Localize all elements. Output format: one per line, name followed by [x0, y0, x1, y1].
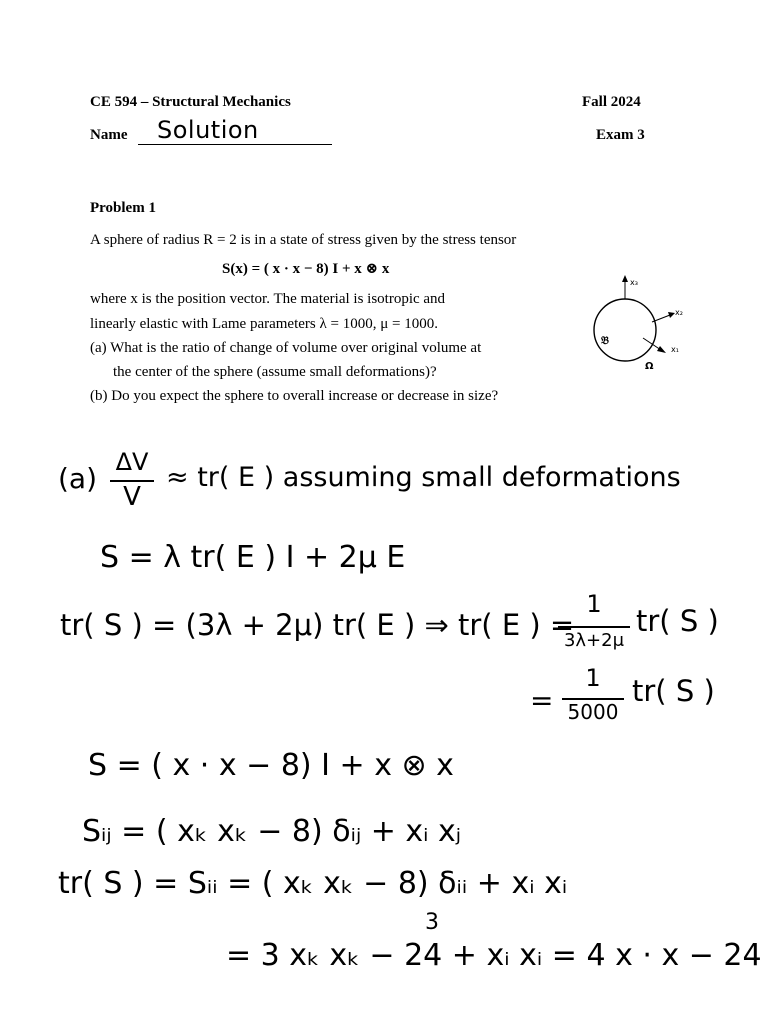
solution-line-4-equals: =: [530, 684, 554, 717]
problem-line-2: where x is the position vector. The material is isotropic and: [90, 291, 446, 307]
solution-line-6: Sᵢⱼ = ( xₖ xₖ − 8) δᵢⱼ + xᵢ xⱼ: [82, 814, 462, 849]
solution-line-2: S = λ tr( E ) I + 2μ E: [100, 540, 406, 575]
sphere-figure: [585, 270, 695, 375]
x1-axis: [643, 338, 661, 350]
solution-line-7-trace-value: 3: [425, 910, 439, 935]
problem-line-1: A sphere of radius R = 2 is in a state of stress given by the stress tensor: [90, 232, 517, 248]
x2-arrowhead: [668, 312, 675, 318]
solution-line-4-right: tr( S ): [632, 674, 715, 708]
stress-equation: S(x) = ( x · x − 8) I + x ⊗ x: [222, 261, 390, 277]
part-a-line-2: the center of the sphere (assume small deformations)?: [113, 364, 437, 380]
solution-line-4-numerator: 1: [585, 664, 601, 692]
solution-part-a-label: (a): [58, 462, 98, 495]
course-title: CE 594 – Structural Mechanics: [90, 94, 291, 110]
solution-line-8: = 3 xₖ xₖ − 24 + xᵢ xᵢ = 4 x · x − 24: [226, 938, 762, 973]
solution-line-3-right: tr( S ): [636, 604, 719, 638]
body-label: 𝔅: [601, 334, 609, 347]
problem-line-3: linearly elastic with Lame parameters λ = 1000, μ = 1000.: [90, 316, 438, 332]
x3-label: x₃: [630, 278, 638, 287]
name-label: Name: [90, 127, 128, 143]
solution-line-4-denominator: 5000: [567, 700, 619, 724]
solution-line-3: tr( S ) = (3λ + 2μ) tr( E ) ⇒ tr( E ) =: [60, 608, 575, 642]
solution-line-1: ≈ tr( E ) assuming small deformations: [166, 462, 681, 493]
name-underline: [138, 144, 332, 145]
solution-line-3-fraction-bar: [558, 626, 630, 628]
sphere-outline: [594, 299, 656, 361]
x1-arrowhead: [657, 346, 666, 353]
boundary-label: Ω: [645, 361, 654, 372]
x2-axis: [652, 315, 670, 322]
problem-title: Problem 1: [90, 200, 156, 216]
solution-line-3-numerator: 1: [586, 590, 602, 618]
part-b-line: (b) Do you expect the sphere to overall increase or decrease in size?: [90, 388, 499, 404]
delta-v-numerator: ΔV: [115, 448, 149, 476]
part-a-line-1: (a) What is the ratio of change of volume over original volume at: [90, 340, 482, 356]
name-value: Solution: [157, 116, 259, 144]
delta-v-denominator: V: [123, 482, 141, 512]
solution-line-7: tr( S ) = Sᵢᵢ = ( xₖ xₖ − 8) δᵢᵢ + xᵢ xᵢ: [58, 866, 568, 901]
term-label: Fall 2024: [582, 94, 641, 110]
x3-arrowhead: [622, 275, 628, 282]
x1-label: x₁: [671, 345, 679, 354]
solution-line-5: S = ( x · x − 8) I + x ⊗ x: [88, 748, 454, 783]
solution-line-3-denominator: 3λ+2μ: [563, 630, 625, 651]
x2-label: x₂: [675, 308, 683, 317]
exam-label: Exam 3: [596, 127, 645, 143]
